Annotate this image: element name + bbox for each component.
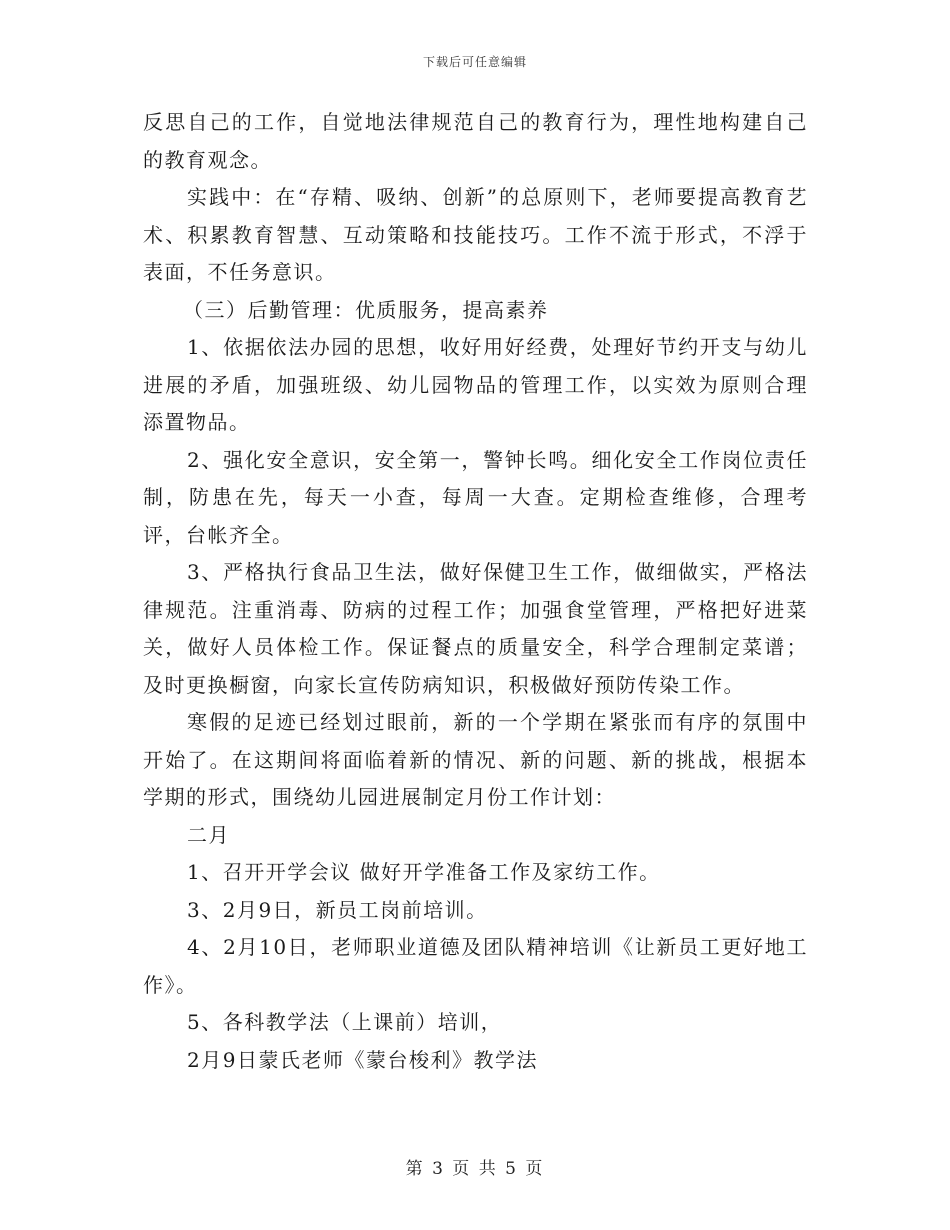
paragraph-item-3: 3、严格执行食品卫生法，做好保健卫生工作，做细做实，严格法律规范。注重消毒、防病的过程工作；加强食堂管理，严格把好进菜关，做好人员体检工作。保证餐点的质量安全，科学合理制定菜谱；及时更换橱窗，向家长宣传防病知识，积极做好预防传染工作。 [143, 560, 808, 697]
page-number: 第 3 页 共 5 页 [405, 1159, 545, 1179]
plan-item-1: 1、召开开学会议 做好开学准备工作及家纺工作。 [187, 860, 661, 884]
paragraph-item-2: 2、强化安全意识，安全第一，警钟长鸣。细化安全工作岗位责任制，防患在先，每天一小查，每周一大查。定期检查维修，合理考评，台帐齐全。 [143, 447, 808, 547]
plan-item-5: 5、各科教学法（上课前）培训， [187, 1010, 503, 1034]
month-heading-february: 二月 [187, 822, 230, 847]
header-note: 下载后可任意编辑 [422, 55, 527, 69]
plan-item-3: 3、2月9日，新员工岗前培训。 [187, 897, 488, 922]
paragraph-reflection: 反思自己的工作，自觉地法律规范自己的教育行为，理性地构建自己的教育观念。 [143, 110, 808, 172]
plan-item-montessori: 2月9日蒙氏老师《蒙台梭利》教学法 [187, 1047, 538, 1072]
paragraph-semester-intro: 寒假的足迹已经划过眼前，新的一个学期在紧张而有序的氛围中开始了。在这期间将面临着新的情况、新的问题、新的挑战，根据本学期的形式，围绕幼儿园进展制定月份工作计划： [143, 710, 808, 809]
paragraph-item-1: 1、依据依法办园的思想，收好用好经费，处理好节约开支与幼儿进展的矛盾，加强班级、幼儿园物品的管理工作，以实效为原则合理添置物品。 [143, 335, 808, 434]
section-heading-logistics: （三）后勤管理：优质服务，提高素养 [183, 297, 549, 322]
plan-item-4: 4、2月10日，老师职业道德及团队精神培训《让新员工更好地工作》。 [143, 935, 808, 997]
document-body [143, 104, 808, 1079]
paragraph-practice: 实践中：在“存精、吸纳、创新”的总原则下，老师要提高教育艺术、积累教育智慧、互动策略和技能技巧。工作不流于形式，不浮于表面，不任务意识。 [143, 185, 808, 284]
